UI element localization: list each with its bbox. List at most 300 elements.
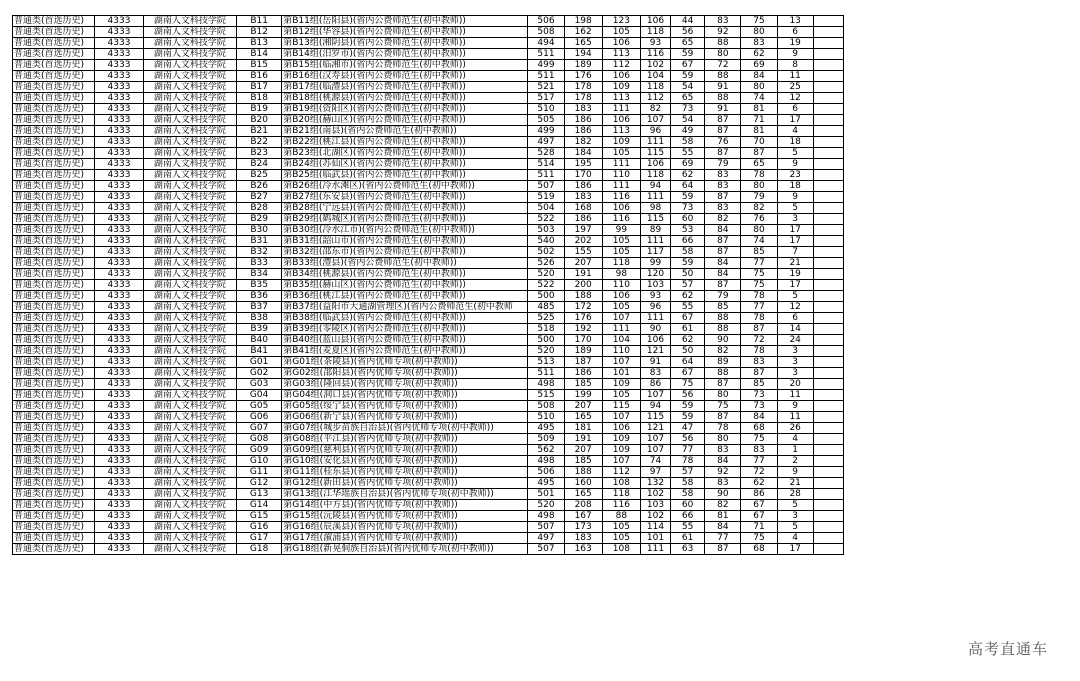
chinese-score-cell: 207 bbox=[564, 401, 602, 412]
empty-cell bbox=[813, 467, 843, 478]
rank-cell: 9 bbox=[777, 49, 813, 60]
empty-cell bbox=[813, 137, 843, 148]
group-code-cell: G09 bbox=[237, 445, 282, 456]
group-name-cell: 第B40组(蓝山县)(省内公费师范生(初中教师)) bbox=[282, 335, 528, 346]
school-code-cell: 4333 bbox=[95, 368, 143, 379]
group-name-cell: 第G08组(平江县)(省内优师专项(初中教师)) bbox=[282, 434, 528, 445]
group-code-cell: B37 bbox=[237, 302, 282, 313]
empty-cell bbox=[813, 324, 843, 335]
math-score-cell: 112 bbox=[602, 60, 640, 71]
history-score-cell: 64 bbox=[671, 357, 705, 368]
elective1-score-cell: 80 bbox=[705, 390, 741, 401]
history-score-cell: 58 bbox=[671, 247, 705, 258]
chinese-score-cell: 200 bbox=[564, 280, 602, 291]
elective2-score-cell: 87 bbox=[741, 324, 777, 335]
elective1-score-cell: 90 bbox=[705, 335, 741, 346]
category-cell: 普通类(首选历史) bbox=[13, 170, 95, 181]
history-score-cell: 58 bbox=[671, 478, 705, 489]
history-score-cell: 59 bbox=[671, 258, 705, 269]
english-score-cell: 99 bbox=[640, 258, 670, 269]
category-cell: 普通类(首选历史) bbox=[13, 104, 95, 115]
group-name-cell: 第G10组(安化县)(省内优师专项(初中教师)) bbox=[282, 456, 528, 467]
group-name-cell: 第G05组(绥宁县)(省内优师专项(初中教师)) bbox=[282, 401, 528, 412]
group-name-cell: 第G12组(新田县)(省内优师专项(初中教师)) bbox=[282, 478, 528, 489]
group-name-cell: 第B17组(临澧县)(省内公费师范生(初中教师)) bbox=[282, 82, 528, 93]
category-cell: 普通类(首选历史) bbox=[13, 324, 95, 335]
elective2-score-cell: 74 bbox=[741, 93, 777, 104]
empty-cell bbox=[813, 456, 843, 467]
rank-cell: 24 bbox=[777, 335, 813, 346]
chinese-score-cell: 170 bbox=[564, 335, 602, 346]
category-cell: 普通类(首选历史) bbox=[13, 412, 95, 423]
english-score-cell: 114 bbox=[640, 522, 670, 533]
math-score-cell: 107 bbox=[602, 313, 640, 324]
english-score-cell: 111 bbox=[640, 313, 670, 324]
empty-cell bbox=[813, 203, 843, 214]
table-row bbox=[13, 346, 844, 357]
chinese-score-cell: 185 bbox=[564, 379, 602, 390]
rank-cell: 5 bbox=[777, 500, 813, 511]
elective1-score-cell: 84 bbox=[705, 522, 741, 533]
empty-cell bbox=[813, 82, 843, 93]
english-score-cell: 94 bbox=[640, 181, 670, 192]
school-code-cell: 4333 bbox=[95, 324, 143, 335]
school-name-cell: 湖南人文科技学院 bbox=[143, 533, 236, 544]
english-score-cell: 117 bbox=[640, 247, 670, 258]
elective2-score-cell: 85 bbox=[741, 379, 777, 390]
table-row bbox=[13, 313, 844, 324]
table-row bbox=[13, 126, 844, 137]
school-code-cell: 4333 bbox=[95, 159, 143, 170]
history-score-cell: 78 bbox=[671, 456, 705, 467]
group-name-cell: 第B41组(麦夏区)(省内公费师范生(初中教师)) bbox=[282, 346, 528, 357]
english-score-cell: 103 bbox=[640, 280, 670, 291]
empty-cell bbox=[813, 500, 843, 511]
chinese-score-cell: 167 bbox=[564, 511, 602, 522]
group-name-cell: 第B12组(华容县)(省内公费师范生(初中教师)) bbox=[282, 27, 528, 38]
min-score-cell: 525 bbox=[528, 313, 564, 324]
school-code-cell: 4333 bbox=[95, 269, 143, 280]
school-name-cell: 湖南人文科技学院 bbox=[143, 412, 236, 423]
elective1-score-cell: 87 bbox=[705, 236, 741, 247]
empty-cell bbox=[813, 522, 843, 533]
school-code-cell: 4333 bbox=[95, 357, 143, 368]
group-code-cell: B39 bbox=[237, 324, 282, 335]
table-row bbox=[13, 93, 844, 104]
category-cell: 普通类(首选历史) bbox=[13, 148, 95, 159]
math-score-cell: 108 bbox=[602, 544, 640, 555]
school-name-cell: 湖南人文科技学院 bbox=[143, 357, 236, 368]
chinese-score-cell: 185 bbox=[564, 456, 602, 467]
school-name-cell: 湖南人文科技学院 bbox=[143, 456, 236, 467]
math-score-cell: 109 bbox=[602, 379, 640, 390]
empty-cell bbox=[813, 269, 843, 280]
group-code-cell: B18 bbox=[237, 93, 282, 104]
table-row bbox=[13, 49, 844, 60]
chinese-score-cell: 176 bbox=[564, 313, 602, 324]
rank-cell: 7 bbox=[777, 247, 813, 258]
rank-cell: 3 bbox=[777, 346, 813, 357]
table-row bbox=[13, 302, 844, 313]
group-name-cell: 第G02组(邵阳县)(省内优师专项(初中教师)) bbox=[282, 368, 528, 379]
empty-cell bbox=[813, 258, 843, 269]
school-code-cell: 4333 bbox=[95, 291, 143, 302]
min-score-cell: 503 bbox=[528, 225, 564, 236]
english-score-cell: 132 bbox=[640, 478, 670, 489]
elective2-score-cell: 86 bbox=[741, 489, 777, 500]
group-code-cell: G04 bbox=[237, 390, 282, 401]
table-row bbox=[13, 214, 844, 225]
school-code-cell: 4333 bbox=[95, 16, 143, 27]
empty-cell bbox=[813, 236, 843, 247]
math-score-cell: 104 bbox=[602, 335, 640, 346]
elective2-score-cell: 81 bbox=[741, 104, 777, 115]
rank-cell: 17 bbox=[777, 236, 813, 247]
chinese-score-cell: 170 bbox=[564, 170, 602, 181]
school-code-cell: 4333 bbox=[95, 280, 143, 291]
elective2-score-cell: 78 bbox=[741, 291, 777, 302]
school-code-cell: 4333 bbox=[95, 49, 143, 60]
school-name-cell: 湖南人文科技学院 bbox=[143, 280, 236, 291]
school-code-cell: 4333 bbox=[95, 38, 143, 49]
math-score-cell: 105 bbox=[602, 236, 640, 247]
empty-cell bbox=[813, 49, 843, 60]
chinese-score-cell: 189 bbox=[564, 60, 602, 71]
rank-cell: 8 bbox=[777, 60, 813, 71]
category-cell: 普通类(首选历史) bbox=[13, 302, 95, 313]
elective1-score-cell: 88 bbox=[705, 93, 741, 104]
group-code-cell: B40 bbox=[237, 335, 282, 346]
group-code-cell: G12 bbox=[237, 478, 282, 489]
chinese-score-cell: 183 bbox=[564, 104, 602, 115]
group-name-cell: 第B31组(韶山市)(省内公费师范生(初中教师)) bbox=[282, 236, 528, 247]
group-code-cell: B28 bbox=[237, 203, 282, 214]
history-score-cell: 67 bbox=[671, 368, 705, 379]
chinese-score-cell: 182 bbox=[564, 137, 602, 148]
english-score-cell: 102 bbox=[640, 60, 670, 71]
rank-cell: 23 bbox=[777, 170, 813, 181]
school-name-cell: 湖南人文科技学院 bbox=[143, 478, 236, 489]
school-name-cell: 湖南人文科技学院 bbox=[143, 170, 236, 181]
history-score-cell: 73 bbox=[671, 104, 705, 115]
math-score-cell: 106 bbox=[602, 423, 640, 434]
elective1-score-cell: 82 bbox=[705, 500, 741, 511]
min-score-cell: 505 bbox=[528, 115, 564, 126]
elective1-score-cell: 88 bbox=[705, 38, 741, 49]
group-name-cell: 第B16组(汉寿县)(省内公费师范生(初中教师)) bbox=[282, 71, 528, 82]
school-name-cell: 湖南人文科技学院 bbox=[143, 148, 236, 159]
math-score-cell: 123 bbox=[602, 16, 640, 27]
rank-cell: 14 bbox=[777, 324, 813, 335]
elective1-score-cell: 87 bbox=[705, 544, 741, 555]
group-code-cell: B38 bbox=[237, 313, 282, 324]
english-score-cell: 83 bbox=[640, 368, 670, 379]
history-score-cell: 75 bbox=[671, 379, 705, 390]
history-score-cell: 66 bbox=[671, 511, 705, 522]
school-name-cell: 湖南人文科技学院 bbox=[143, 390, 236, 401]
group-code-cell: B23 bbox=[237, 148, 282, 159]
english-score-cell: 89 bbox=[640, 225, 670, 236]
school-code-cell: 4333 bbox=[95, 170, 143, 181]
group-code-cell: B33 bbox=[237, 258, 282, 269]
school-name-cell: 湖南人文科技学院 bbox=[143, 500, 236, 511]
elective2-score-cell: 77 bbox=[741, 302, 777, 313]
school-code-cell: 4333 bbox=[95, 225, 143, 236]
group-name-cell: 第B25组(临武县)(省内公费师范生(初中教师)) bbox=[282, 170, 528, 181]
category-cell: 普通类(首选历史) bbox=[13, 181, 95, 192]
empty-cell bbox=[813, 368, 843, 379]
math-score-cell: 108 bbox=[602, 478, 640, 489]
empty-cell bbox=[813, 181, 843, 192]
group-name-cell: 第G18组(新晃侗族自治县)(省内优师专项(初中教师)) bbox=[282, 544, 528, 555]
rank-cell: 9 bbox=[777, 467, 813, 478]
elective2-score-cell: 62 bbox=[741, 478, 777, 489]
empty-cell bbox=[813, 357, 843, 368]
school-name-cell: 湖南人文科技学院 bbox=[143, 544, 236, 555]
math-score-cell: 116 bbox=[602, 500, 640, 511]
group-code-cell: B14 bbox=[237, 49, 282, 60]
category-cell: 普通类(首选历史) bbox=[13, 71, 95, 82]
rank-cell: 28 bbox=[777, 489, 813, 500]
history-score-cell: 50 bbox=[671, 269, 705, 280]
group-name-cell: 第G06组(新宁县)(省内优师专项(初中教师)) bbox=[282, 412, 528, 423]
rank-cell: 17 bbox=[777, 280, 813, 291]
chinese-score-cell: 168 bbox=[564, 203, 602, 214]
empty-cell bbox=[813, 390, 843, 401]
history-score-cell: 59 bbox=[671, 49, 705, 60]
category-cell: 普通类(首选历史) bbox=[13, 368, 95, 379]
table-row bbox=[13, 423, 844, 434]
history-score-cell: 58 bbox=[671, 489, 705, 500]
history-score-cell: 67 bbox=[671, 60, 705, 71]
category-cell: 普通类(首选历史) bbox=[13, 27, 95, 38]
school-code-cell: 4333 bbox=[95, 434, 143, 445]
school-name-cell: 湖南人文科技学院 bbox=[143, 258, 236, 269]
school-code-cell: 4333 bbox=[95, 258, 143, 269]
group-name-cell: 第B18组(桃源县)(省内公费师范生(初中教师)) bbox=[282, 93, 528, 104]
min-score-cell: 510 bbox=[528, 104, 564, 115]
min-score-cell: 526 bbox=[528, 258, 564, 269]
rank-cell: 3 bbox=[777, 511, 813, 522]
english-score-cell: 82 bbox=[640, 104, 670, 115]
history-score-cell: 60 bbox=[671, 214, 705, 225]
chinese-score-cell: 165 bbox=[564, 38, 602, 49]
math-score-cell: 110 bbox=[602, 280, 640, 291]
elective2-score-cell: 80 bbox=[741, 181, 777, 192]
math-score-cell: 106 bbox=[602, 115, 640, 126]
table-row bbox=[13, 390, 844, 401]
school-name-cell: 湖南人文科技学院 bbox=[143, 434, 236, 445]
min-score-cell: 508 bbox=[528, 27, 564, 38]
group-name-cell: 第B24组(苏仙区)(省内公费师范生(初中教师)) bbox=[282, 159, 528, 170]
english-score-cell: 116 bbox=[640, 49, 670, 60]
elective1-score-cell: 82 bbox=[705, 346, 741, 357]
elective2-score-cell: 69 bbox=[741, 60, 777, 71]
category-cell: 普通类(首选历史) bbox=[13, 291, 95, 302]
min-score-cell: 507 bbox=[528, 522, 564, 533]
history-score-cell: 54 bbox=[671, 115, 705, 126]
rank-cell: 5 bbox=[777, 522, 813, 533]
school-code-cell: 4333 bbox=[95, 181, 143, 192]
empty-cell bbox=[813, 434, 843, 445]
group-code-cell: B17 bbox=[237, 82, 282, 93]
chinese-score-cell: 207 bbox=[564, 445, 602, 456]
math-score-cell: 105 bbox=[602, 522, 640, 533]
min-score-cell: 520 bbox=[528, 346, 564, 357]
elective2-score-cell: 82 bbox=[741, 203, 777, 214]
math-score-cell: 113 bbox=[602, 126, 640, 137]
rank-cell: 20 bbox=[777, 379, 813, 390]
school-code-cell: 4333 bbox=[95, 60, 143, 71]
category-cell: 普通类(首选历史) bbox=[13, 38, 95, 49]
min-score-cell: 517 bbox=[528, 93, 564, 104]
english-score-cell: 112 bbox=[640, 93, 670, 104]
min-score-cell: 500 bbox=[528, 291, 564, 302]
history-score-cell: 77 bbox=[671, 445, 705, 456]
school-name-cell: 湖南人文科技学院 bbox=[143, 467, 236, 478]
category-cell: 普通类(首选历史) bbox=[13, 126, 95, 137]
school-name-cell: 湖南人文科技学院 bbox=[143, 126, 236, 137]
category-cell: 普通类(首选历史) bbox=[13, 489, 95, 500]
chinese-score-cell: 172 bbox=[564, 302, 602, 313]
category-cell: 普通类(首选历史) bbox=[13, 137, 95, 148]
school-name-cell: 湖南人文科技学院 bbox=[143, 368, 236, 379]
elective1-score-cell: 85 bbox=[705, 302, 741, 313]
english-score-cell: 111 bbox=[640, 137, 670, 148]
elective1-score-cell: 92 bbox=[705, 27, 741, 38]
table-row bbox=[13, 478, 844, 489]
category-cell: 普通类(首选历史) bbox=[13, 192, 95, 203]
min-score-cell: 498 bbox=[528, 456, 564, 467]
elective1-score-cell: 91 bbox=[705, 104, 741, 115]
group-name-cell: 第B26组(冷水滩区)(省内公费师范生(初中教师)) bbox=[282, 181, 528, 192]
table-row bbox=[13, 181, 844, 192]
english-score-cell: 118 bbox=[640, 82, 670, 93]
group-code-cell: G15 bbox=[237, 511, 282, 522]
group-name-cell: 第B28组(宁远县)(省内公费师范生(初中教师)) bbox=[282, 203, 528, 214]
category-cell: 普通类(首选历史) bbox=[13, 247, 95, 258]
min-score-cell: 511 bbox=[528, 170, 564, 181]
elective1-score-cell: 89 bbox=[705, 357, 741, 368]
group-code-cell: B22 bbox=[237, 137, 282, 148]
elective2-score-cell: 80 bbox=[741, 82, 777, 93]
chinese-score-cell: 183 bbox=[564, 533, 602, 544]
school-name-cell: 湖南人文科技学院 bbox=[143, 27, 236, 38]
chinese-score-cell: 165 bbox=[564, 412, 602, 423]
rank-cell: 19 bbox=[777, 269, 813, 280]
english-score-cell: 93 bbox=[640, 291, 670, 302]
category-cell: 普通类(首选历史) bbox=[13, 445, 95, 456]
category-cell: 普通类(首选历史) bbox=[13, 423, 95, 434]
elective1-score-cell: 84 bbox=[705, 456, 741, 467]
school-name-cell: 湖南人文科技学院 bbox=[143, 192, 236, 203]
min-score-cell: 494 bbox=[528, 38, 564, 49]
elective1-score-cell: 90 bbox=[705, 489, 741, 500]
school-name-cell: 湖南人文科技学院 bbox=[143, 93, 236, 104]
history-score-cell: 62 bbox=[671, 291, 705, 302]
math-score-cell: 106 bbox=[602, 203, 640, 214]
history-score-cell: 59 bbox=[671, 71, 705, 82]
table-row bbox=[13, 225, 844, 236]
empty-cell bbox=[813, 214, 843, 225]
math-score-cell: 99 bbox=[602, 225, 640, 236]
empty-cell bbox=[813, 379, 843, 390]
empty-cell bbox=[813, 478, 843, 489]
category-cell: 普通类(首选历史) bbox=[13, 280, 95, 291]
min-score-cell: 515 bbox=[528, 390, 564, 401]
group-code-cell: B26 bbox=[237, 181, 282, 192]
min-score-cell: 521 bbox=[528, 82, 564, 93]
elective2-score-cell: 78 bbox=[741, 170, 777, 181]
math-score-cell: 111 bbox=[602, 324, 640, 335]
table-row bbox=[13, 456, 844, 467]
min-score-cell: 507 bbox=[528, 544, 564, 555]
school-name-cell: 湖南人文科技学院 bbox=[143, 16, 236, 27]
group-name-cell: 第B30组(冷水江市)(省内公费师范生(初中教师)) bbox=[282, 225, 528, 236]
watermark: 高考直通车 bbox=[968, 640, 1049, 658]
min-score-cell: 500 bbox=[528, 335, 564, 346]
table-row bbox=[13, 489, 844, 500]
group-name-cell: 第G07组(城步苗族自治县)(省内优师专项(初中教师)) bbox=[282, 423, 528, 434]
school-name-cell: 湖南人文科技学院 bbox=[143, 291, 236, 302]
history-score-cell: 60 bbox=[671, 500, 705, 511]
english-score-cell: 107 bbox=[640, 434, 670, 445]
history-score-cell: 63 bbox=[671, 544, 705, 555]
school-name-cell: 湖南人文科技学院 bbox=[143, 423, 236, 434]
group-code-cell: B30 bbox=[237, 225, 282, 236]
history-score-cell: 56 bbox=[671, 27, 705, 38]
min-score-cell: 520 bbox=[528, 269, 564, 280]
category-cell: 普通类(首选历史) bbox=[13, 214, 95, 225]
chinese-score-cell: 184 bbox=[564, 148, 602, 159]
history-score-cell: 66 bbox=[671, 236, 705, 247]
school-name-cell: 湖南人文科技学院 bbox=[143, 511, 236, 522]
category-cell: 普通类(首选历史) bbox=[13, 544, 95, 555]
group-name-cell: 第B27组(东安县)(省内公费师范生(初中教师)) bbox=[282, 192, 528, 203]
chinese-score-cell: 207 bbox=[564, 258, 602, 269]
empty-cell bbox=[813, 115, 843, 126]
table-row bbox=[13, 27, 844, 38]
school-code-cell: 4333 bbox=[95, 489, 143, 500]
history-score-cell: 58 bbox=[671, 137, 705, 148]
group-code-cell: B41 bbox=[237, 346, 282, 357]
english-score-cell: 115 bbox=[640, 214, 670, 225]
elective1-score-cell: 88 bbox=[705, 313, 741, 324]
school-code-cell: 4333 bbox=[95, 401, 143, 412]
english-score-cell: 121 bbox=[640, 346, 670, 357]
group-name-cell: 第B15组(临湘市)(省内公费师范生(初中教师)) bbox=[282, 60, 528, 71]
english-score-cell: 74 bbox=[640, 456, 670, 467]
group-name-cell: 第B20组(赫山区)(省内公费师范生(初中教师)) bbox=[282, 115, 528, 126]
math-score-cell: 112 bbox=[602, 467, 640, 478]
english-score-cell: 118 bbox=[640, 27, 670, 38]
chinese-score-cell: 202 bbox=[564, 236, 602, 247]
group-name-cell: 第B14组(汨罗市)(省内公费师范生(初中教师)) bbox=[282, 49, 528, 60]
english-score-cell: 107 bbox=[640, 390, 670, 401]
empty-cell bbox=[813, 126, 843, 137]
math-score-cell: 106 bbox=[602, 291, 640, 302]
rank-cell: 4 bbox=[777, 434, 813, 445]
elective1-score-cell: 82 bbox=[705, 214, 741, 225]
elective1-score-cell: 76 bbox=[705, 137, 741, 148]
category-cell: 普通类(首选历史) bbox=[13, 478, 95, 489]
min-score-cell: 510 bbox=[528, 412, 564, 423]
table-body bbox=[13, 16, 844, 555]
min-score-cell: 540 bbox=[528, 236, 564, 247]
english-score-cell: 101 bbox=[640, 533, 670, 544]
min-score-cell: 497 bbox=[528, 533, 564, 544]
min-score-cell: 495 bbox=[528, 478, 564, 489]
